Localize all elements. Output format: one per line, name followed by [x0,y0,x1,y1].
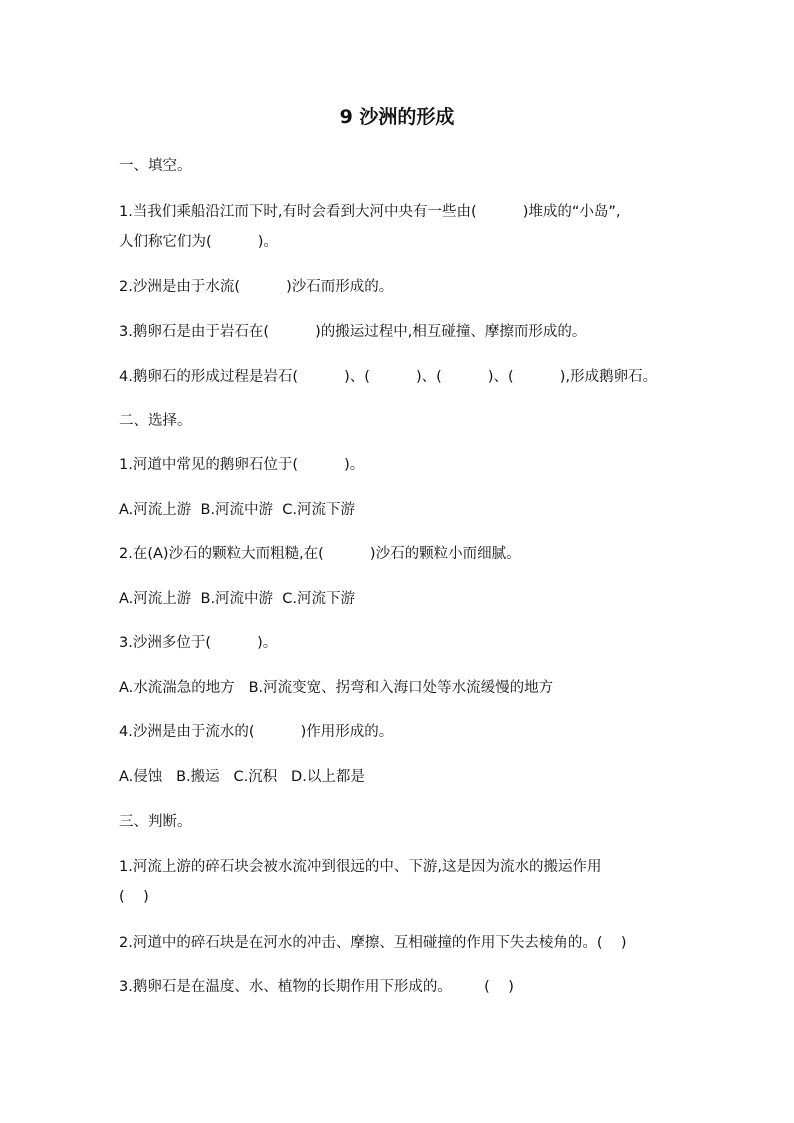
judge-question-1-line-2: ( ) [119,889,149,905]
fill-question-2: 2.沙洲是由于水流( )沙石而形成的。 [119,279,394,295]
section-heading-choice: 二、选择。 [119,413,192,429]
judge-question-1-line-1: 1.河流上游的碎石块会被水流冲到很远的中、下游,这是因为流水的搬运作用 [119,859,602,875]
judge-question-2: 2.河道中的碎石块是在河水的冲击、摩擦、互相碰撞的作用下失去棱角的。( ) [119,935,627,951]
fill-question-3: 3.鹅卵石是由于岩石在( )的搬运过程中,相互碰撞、摩擦而形成的。 [119,324,587,340]
page-title: 9 沙洲的形成 [339,106,455,128]
choice-question-3: 3.沙洲多位于( )。 [119,635,278,651]
fill-question-1-line-1: 1.当我们乘船沿江而下时,有时会看到大河中央有一些由( )堆成的“小岛”, [119,204,621,220]
choice-question-1-options: A.河流上游 B.河流中游 C.河流下游 [119,502,355,518]
judge-question-3: 3.鹅卵石是在温度、水、植物的长期作用下形成的。 ( ) [119,979,514,995]
section-heading-fill-in: 一、填空。 [119,158,192,174]
fill-question-1-line-2: 人们称它们为( )。 [119,234,278,250]
choice-question-2: 2.在(A)沙石的颗粒大而粗糙,在( )沙石的颗粒小而细腻。 [119,546,521,562]
choice-question-4: 4.沙洲是由于流水的( )作用形成的。 [119,724,394,740]
section-heading-judge: 三、判断。 [119,814,192,830]
choice-question-2-options: A.河流上游 B.河流中游 C.河流下游 [119,591,355,607]
choice-question-3-options: A.水流湍急的地方 B.河流变宽、拐弯和入海口处等水流缓慢的地方 [119,680,554,696]
fill-question-4: 4.鹅卵石的形成过程是岩石( )、( )、( )、( ),形成鹅卵石。 [119,369,658,385]
choice-question-4-options: A.侵蚀 B.搬运 C.沉积 D.以上都是 [119,769,365,785]
choice-question-1: 1.河道中常见的鹅卵石位于( )。 [119,457,365,473]
